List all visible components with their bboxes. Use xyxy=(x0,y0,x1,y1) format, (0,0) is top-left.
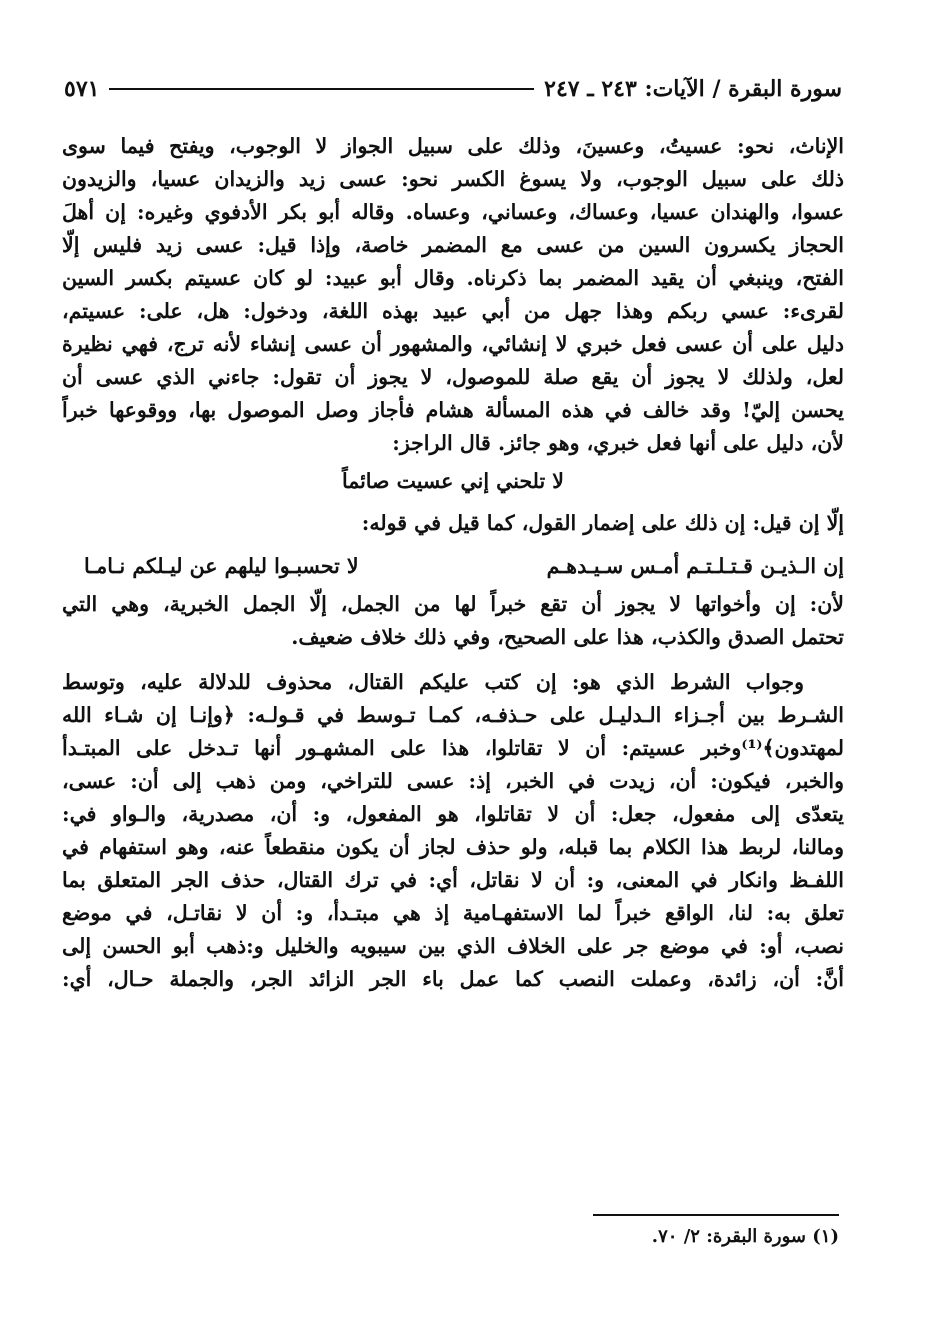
text-line: لعل، ولذلك لا يجوز أن يقع صلة للموصول، لا يجوز أن تقول: جاءني الذي عسى أن xyxy=(62,365,844,389)
text-line: الإناث، نحو: عسيتُ، وعسينَ، وذلك على سبيل الجواز لا الوجوب، ويفتح فيما سوى xyxy=(62,134,844,158)
poetry-couplet xyxy=(62,544,844,588)
text-line: عسوا، والهندان عسيا، وعساك، وعساني، وعساه. وقاله أبو بكر الأدفوي وغيره: إن أهلَ xyxy=(62,200,844,224)
paragraph-1 xyxy=(62,130,844,460)
verse-first-hemistich: إن الـذيـن قـتـلـتـم أمـس سـيـدهـم xyxy=(546,554,844,578)
text-line: ذلك على سبيل الوجوب، ولا يسوغ الكسر نحو: عسى زيد والزيدان عسيا، والزيدون xyxy=(62,167,844,191)
text-line: يحسن إليّ! وقد خالف في هذه المسألة هشام فأجاز وصل الموصول بها، ووقوعها خبراً xyxy=(62,398,844,422)
text-line: الفتح، وينبغي أن يقيد المضمر بما ذكرناه. وقال أبو عبيد: لو كان عسيتم بكسر السين xyxy=(62,266,844,290)
page-header xyxy=(64,72,842,106)
text-line: لقرىء: عسي ربكم وهذا جهل من أبي عبيد بهذه اللغة، ودخول: هل، على: عسيتم، xyxy=(62,299,844,323)
text-line: لأن، دليل على أنها فعل خبري، وهو جائز. قال الراجز: xyxy=(392,431,844,455)
poetry-verse: لا تلحني إني عسيت صائماً xyxy=(341,469,565,493)
text-line: نصب، أو: في موضع جر على الخلاف الذي بين سيبويه والخليل و:ذهب أبو الحسن إلى xyxy=(62,934,844,958)
verse-second-hemistich: لا تحسبـوا ليلهم عن ليـلكم نـامـا xyxy=(84,554,359,578)
text-line: لأن: إن وأخواتها لا يجوز أن تقع خبراً لها من الجمل، إلّا الجمل الخبرية، وهي التي xyxy=(62,592,844,616)
text-line: إلّا إن قيل: إن ذلك على إضمار القول، كما قيل في قوله: xyxy=(361,511,844,535)
page-number: ٥٧١ xyxy=(64,76,100,102)
header-rule xyxy=(109,88,534,90)
text-line: ومالنا، لربط هذا الكلام بما قبله، ولو حذف لجاز أن يكون منقطعاً عنه، وهو استفهام في xyxy=(62,835,844,859)
text-line: وجواب الشرط الذي هو: إن كتب عليكم القتال، محذوف للدلالة عليه، وتوسط xyxy=(62,670,804,694)
footnote: (١) سورة البقرة: ٢/ ٧٠. xyxy=(651,1226,839,1247)
text-line: أنَّ: أن، زائدة، وعملت النصب كما عمل باء الجر الزائد الجر، والجملة حـال، أي: xyxy=(62,967,844,991)
text-line: لمهتدون﴾⁽¹⁾وخبر عسيتم: أن لا تقاتلوا، هذا على المشهـور أنها تـدخل على المبتـدأ xyxy=(62,736,844,760)
running-title: سورة البقرة / الآيات: ٢٤٣ ـ ٢٤٧ xyxy=(544,76,842,102)
text-line: اللفـظ وانكار في المعنى، و: أن لا نقاتل، أي: في ترك القتال، حذف الجر المتعلق بما xyxy=(62,868,844,892)
text-line: الشـرط بين أجـزاء الـدليـل على حـذفـه، كمـا تـوسط في قـولـه: ﴿وإنـا إن شـاء الله xyxy=(62,703,844,727)
text-line: الحجاز يكسرون السين من عسى مع المضمر خاصة، وإذا قيل: عسى زيد فليس إلّا xyxy=(62,233,844,257)
text-line: تحتمل الصدق والكذب، هذا على الصحيح، وفي ذلك خلاف ضعيف. xyxy=(291,625,844,649)
text-line: تعلق به: لنا، الواقع خبراً لما الاستفهـامية إذ هي مبتـدأ، و: أن لا نقاتـل، في موضع xyxy=(62,901,844,925)
paragraph-2 xyxy=(62,588,844,654)
footnote-rule xyxy=(593,1214,839,1216)
text-line: والخبر، فيكون: أن، زيدت في الخبر، إذ: عسى للتراخي، ومن ذهب إلى أن: عسى، xyxy=(62,769,844,793)
paragraph-gap xyxy=(62,654,844,666)
text-line: يتعدّى إلى مفعول، جعل: أن لا تقاتلوا، هو المفعول، و: أن، مصدرية، والـواو في: xyxy=(62,802,844,826)
page-body xyxy=(62,130,844,996)
paragraph-3 xyxy=(62,666,844,996)
text-line: دليل على أن عسى فعل خبري لا إنشائي، والمشهور أن عسى إنشاء لأنه ترج، فهي نظيرة xyxy=(62,332,844,356)
